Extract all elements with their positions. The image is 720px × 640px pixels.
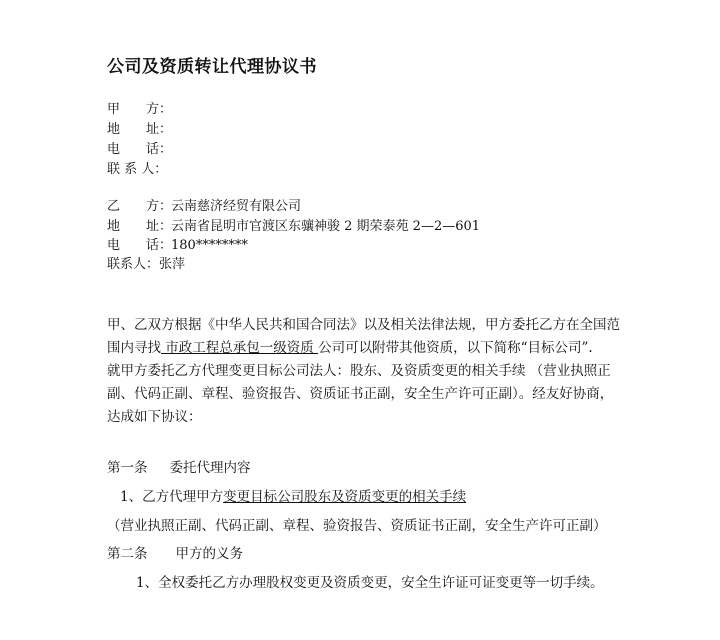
- party-b-address-value: 云南省昆明市官渡区东骧神骏 2 期荣泰苑 2—2—601: [171, 219, 481, 234]
- party-b-name-row: 乙方：云南慈济经贸有限公司: [107, 199, 302, 214]
- article-1-underlined: 变更目标公司股东及资质变更的相关手续: [223, 489, 467, 505]
- intro-line: 围内寻找 市政工程总承包一级资质 公司可以附带其他资质，以下简称“目标公司”.: [107, 340, 593, 356]
- article-2-title: 甲方的义务: [175, 546, 243, 562]
- intro-paragraph: [107, 314, 663, 429]
- intro-line: 就甲方委托乙方代理变更目标公司法人：股东、及资质变更的相关手续 （营业执照正: [107, 363, 611, 379]
- party-b-address-row: 地址：云南省昆明市官渡区东骧神骏 2 期荣泰苑 2—2—601: [107, 219, 481, 234]
- intro-line: 达成如下协议：: [107, 409, 202, 425]
- article-2-item-1: 1、全权委托乙方办理股权变更及资质变更，安全生许证可证变更等一切手续。: [136, 575, 604, 591]
- party-a-label: 甲方: [107, 102, 159, 117]
- article-1-number: 第一条: [107, 460, 148, 476]
- party-a-phone-row: 电话：: [107, 142, 173, 157]
- intro-line: 副、代码正副、章程、验资报告、资质证书正副，安全生产许可正副）。经友好协商，: [107, 386, 614, 402]
- party-b-label: 乙方: [107, 199, 159, 214]
- article-2-number: 第二条: [107, 546, 148, 562]
- party-b-contact-value: 张萍: [159, 257, 186, 272]
- article-1-title: 委托代理内容: [169, 460, 251, 476]
- party-a-address-row: 地址：: [107, 122, 173, 137]
- party-a-address-label: 地址: [107, 122, 159, 137]
- party-a-contact-label: 联 系 人: [107, 162, 155, 177]
- party-b-phone-label: 电话: [107, 238, 159, 253]
- party-b-phone-row: 电话：180********: [107, 238, 248, 253]
- article-1-heading: [107, 456, 251, 476]
- article-2-heading: [107, 542, 243, 562]
- party-a-name-row: 甲方：: [107, 102, 173, 117]
- qualification-underlined: 市政工程总承包一级资质: [161, 340, 319, 356]
- party-b-phone-value: 180********: [171, 238, 248, 253]
- party-b-address-label: 地址: [107, 219, 159, 234]
- party-b-contact-label: 联系人: [107, 257, 147, 272]
- article-1-item-1: 1、乙方代理甲方变更目标公司股东及资质变更的相关手续: [120, 489, 467, 505]
- article-1-item-1-note: （营业执照正副、代码正副、章程、验资报告、资质证书正副，安全生产许可正副）: [107, 518, 607, 534]
- party-a-phone-label: 电话: [107, 142, 159, 157]
- party-a-contact-row: 联 系 人：: [107, 162, 168, 177]
- document-title: 公司及资质转让代理协议书: [107, 57, 317, 77]
- party-b-value: 云南慈济经贸有限公司: [171, 199, 302, 214]
- party-b-contact-row: 联系人：张萍: [107, 257, 186, 272]
- intro-line: 甲、乙双方根据《中华人民共和国合同法》以及相关法律法规，甲方委托乙方在全国范: [107, 317, 620, 333]
